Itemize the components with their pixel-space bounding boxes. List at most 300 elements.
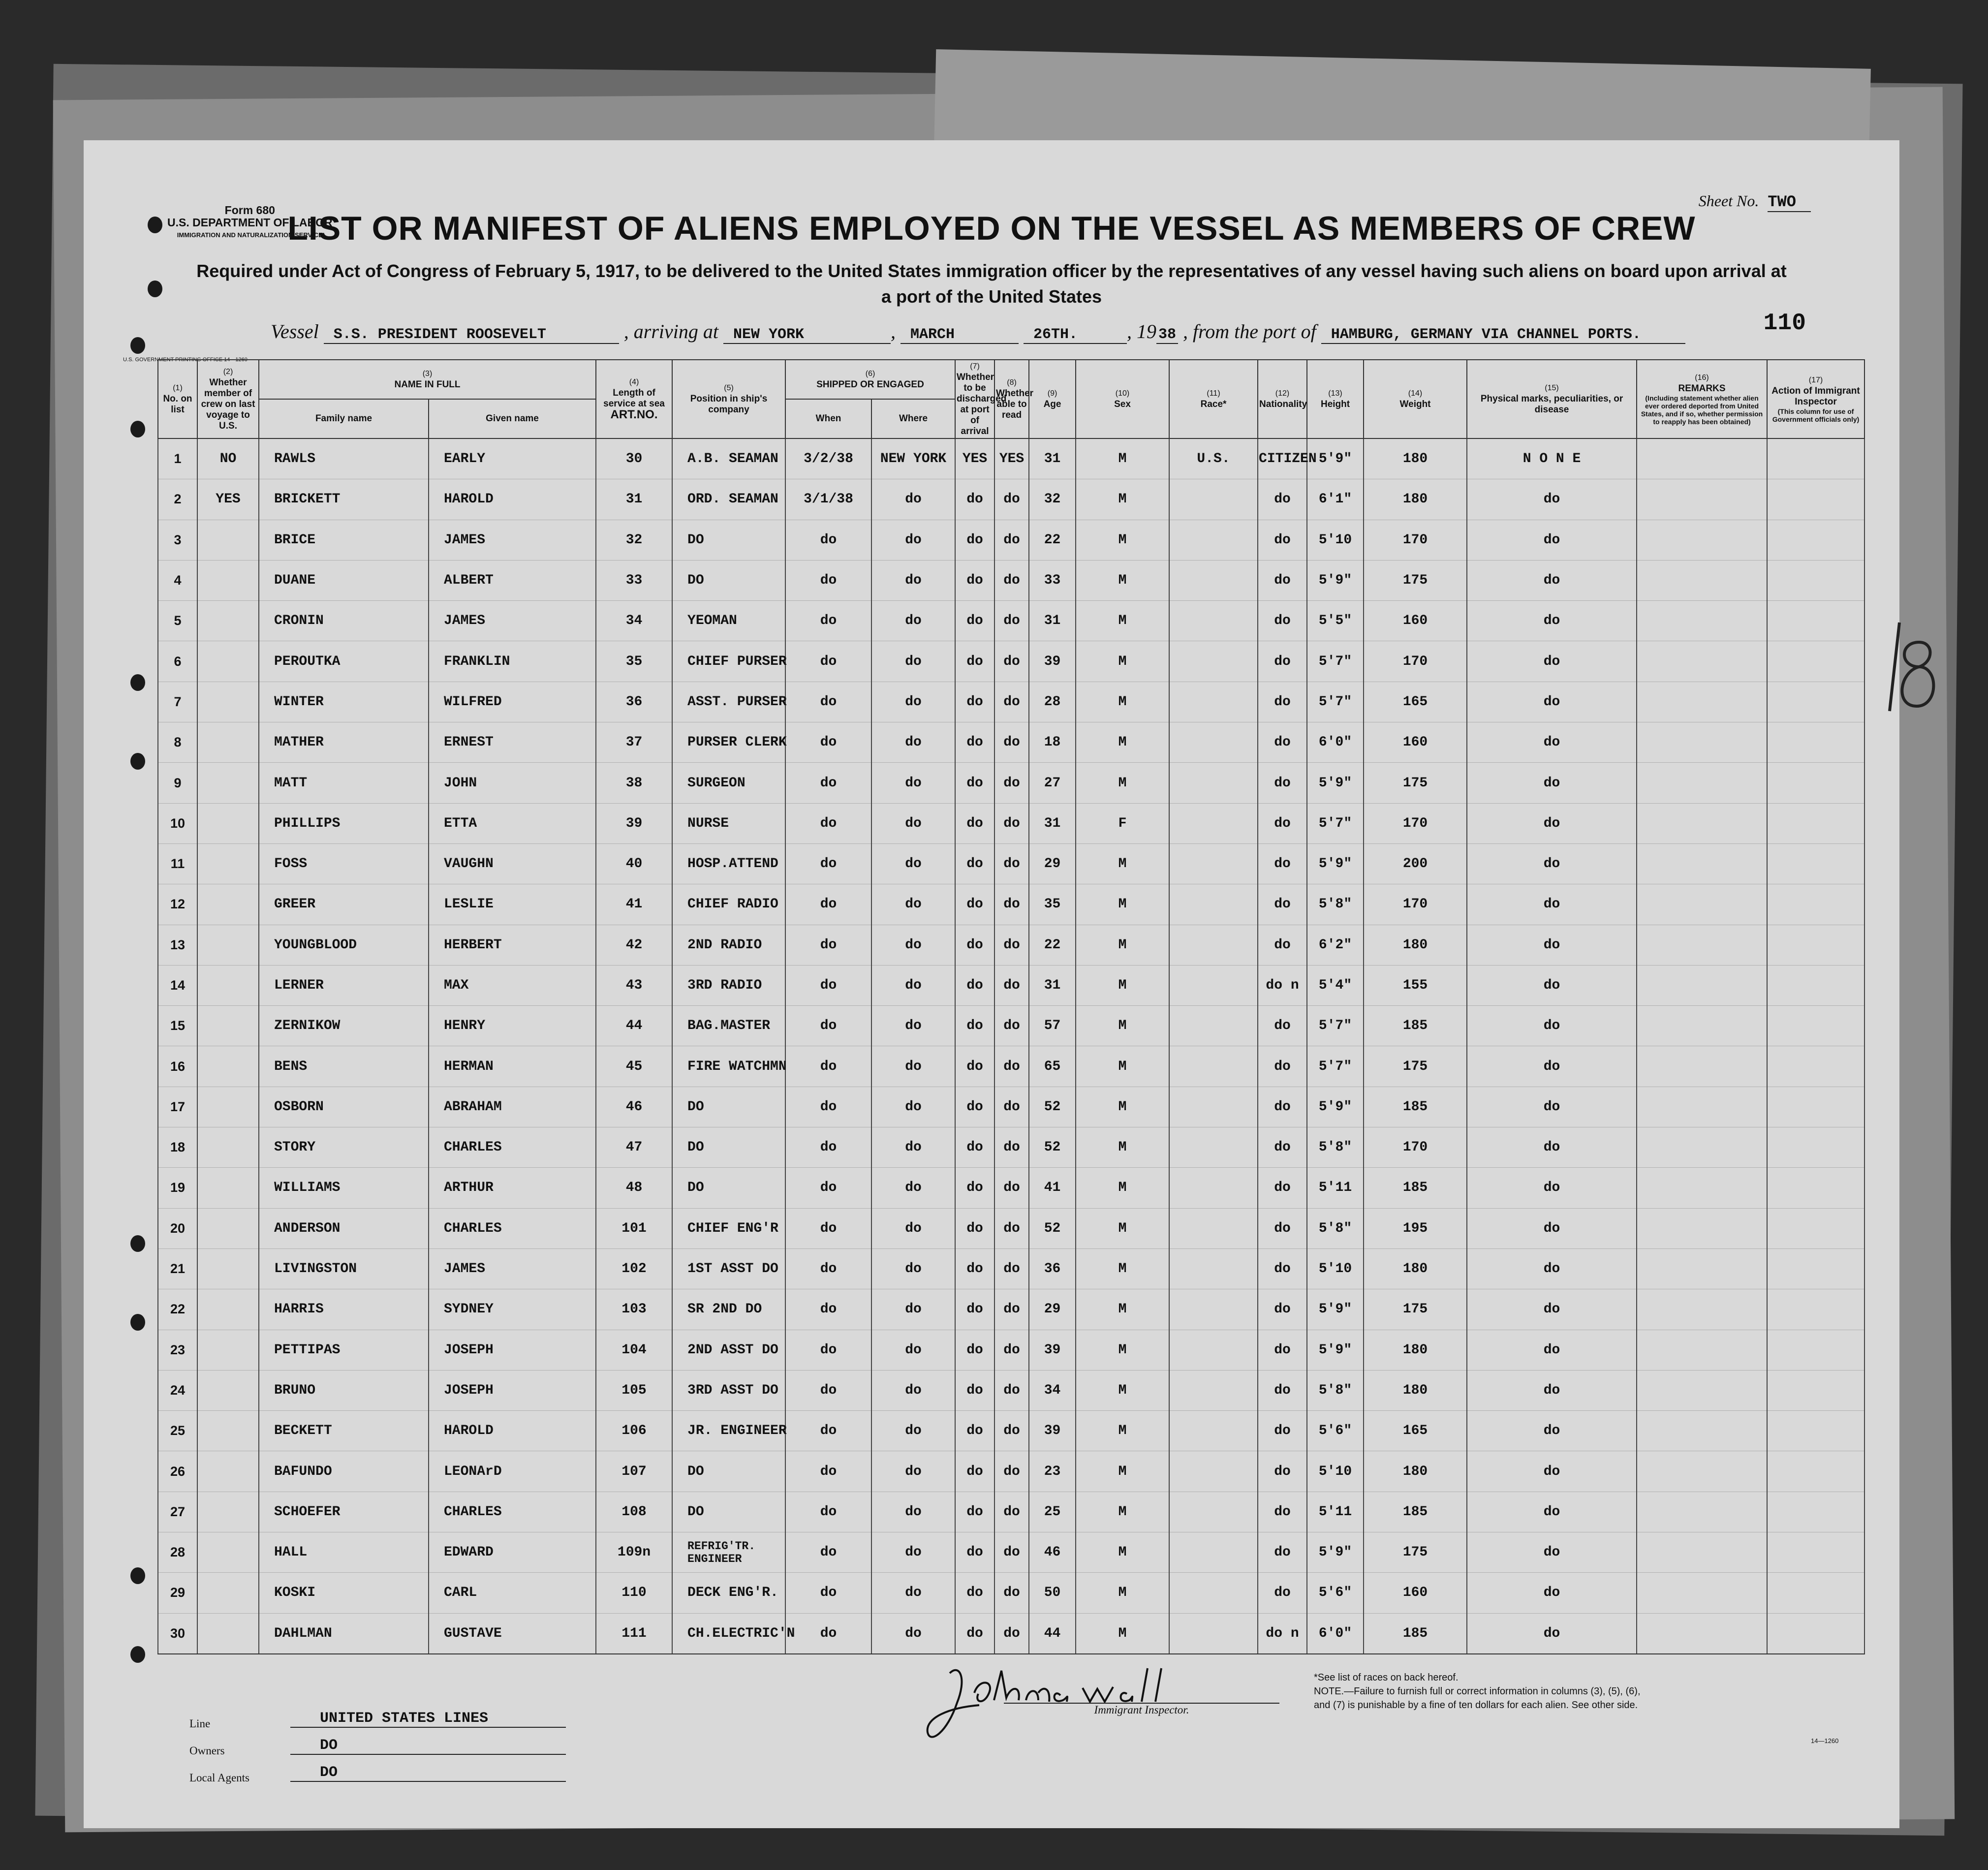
height-cell: 5'7": [1307, 803, 1364, 843]
table-row: [158, 843, 1864, 884]
physical-marks-cell: do: [1467, 641, 1637, 682]
prev-voyage-cell: [197, 1127, 259, 1168]
sex-cell: M: [1076, 1370, 1169, 1410]
shipped-where-cell: do: [871, 1006, 955, 1046]
prev-voyage-cell: [197, 1370, 259, 1410]
age-cell: 32: [1029, 479, 1076, 520]
height-cell: 5'7": [1307, 641, 1364, 682]
shipped-where-cell: do: [871, 641, 955, 682]
binder-hole-icon: [130, 1646, 145, 1663]
race-cell: [1169, 1248, 1258, 1289]
race-cell: [1169, 1168, 1258, 1208]
sex-cell: M: [1076, 925, 1169, 965]
age-cell: 57: [1029, 1006, 1076, 1046]
race-cell: [1169, 843, 1258, 884]
shipped-when-cell: do: [785, 843, 871, 884]
table-row: [158, 560, 1864, 600]
shipped-where-cell: do: [871, 1127, 955, 1168]
discharged-cell: do: [955, 1532, 994, 1573]
col-remarks-header: (16) REMARKS (Including statement whether alien ever ordered deported from United States, and if so, whether permission to reapply has been obtained): [1637, 360, 1767, 438]
position-cell: DO: [672, 1492, 785, 1532]
age-cell: 31: [1029, 965, 1076, 1005]
height-cell: 5'10: [1307, 520, 1364, 560]
nationality-cell: do: [1258, 641, 1307, 682]
able-to-read-cell: do: [994, 1127, 1029, 1168]
table-row: [158, 1208, 1864, 1248]
weight-cell: 170: [1364, 884, 1467, 925]
able-to-read-cell: do: [994, 479, 1029, 520]
discharged-cell: do: [955, 843, 994, 884]
given-name-cell: JAMES: [429, 1248, 596, 1289]
shipped-when-cell: do: [785, 1208, 871, 1248]
physical-marks-cell: do: [1467, 479, 1637, 520]
row-number: 7: [158, 682, 197, 722]
row-number: 28: [158, 1532, 197, 1573]
family-name-cell: SCHOEFER: [259, 1492, 429, 1532]
handwritten-margin-mark: [1880, 613, 1939, 721]
physical-marks-cell: do: [1467, 1006, 1637, 1046]
able-to-read-cell: do: [994, 1087, 1029, 1127]
col-read-header: (8) Whether able to read: [994, 360, 1029, 438]
action-cell: [1767, 641, 1864, 682]
races-note: *See list of races on back hereof.: [1314, 1672, 1459, 1683]
physical-marks-cell: do: [1467, 601, 1637, 641]
given-name-cell: JOHN: [429, 763, 596, 803]
family-name-cell: STORY: [259, 1127, 429, 1168]
age-cell: 31: [1029, 601, 1076, 641]
remarks-cell: [1637, 1289, 1767, 1330]
action-cell: [1767, 479, 1864, 520]
shipped-when-cell: do: [785, 1168, 871, 1208]
race-cell: [1169, 1006, 1258, 1046]
action-cell: [1767, 1330, 1864, 1370]
family-name-cell: PHILLIPS: [259, 803, 429, 843]
height-cell: 5'8": [1307, 1127, 1364, 1168]
given-name-cell: GUSTAVE: [429, 1613, 596, 1654]
discharged-cell: do: [955, 1046, 994, 1087]
remarks-cell: [1637, 763, 1767, 803]
race-cell: [1169, 560, 1258, 600]
remarks-cell: [1637, 1532, 1767, 1573]
height-cell: 5'7": [1307, 1046, 1364, 1087]
sex-cell: M: [1076, 520, 1169, 560]
physical-marks-cell: do: [1467, 1330, 1637, 1370]
col-marks-header: (15) Physical marks, peculiarities, or disease: [1467, 360, 1637, 438]
form-number: Form 680: [224, 204, 275, 217]
row-number: 10: [158, 803, 197, 843]
height-cell: 5'11: [1307, 1168, 1364, 1208]
given-name-cell: ETTA: [429, 803, 596, 843]
action-cell: [1767, 763, 1864, 803]
physical-marks-cell: do: [1467, 965, 1637, 1005]
table-row: [158, 1006, 1864, 1046]
position-cell: REFRIG'TR. ENGINEER: [672, 1532, 785, 1573]
family-name-cell: ZERNIKOW: [259, 1006, 429, 1046]
sex-cell: M: [1076, 884, 1169, 925]
physical-marks-cell: do: [1467, 1046, 1637, 1087]
given-name-cell: JAMES: [429, 520, 596, 560]
nationality-cell: do: [1258, 682, 1307, 722]
discharged-cell: do: [955, 1492, 994, 1532]
age-cell: 52: [1029, 1208, 1076, 1248]
shipped-when-cell: do: [785, 601, 871, 641]
prev-voyage-cell: [197, 560, 259, 600]
nationality-cell: do: [1258, 1208, 1307, 1248]
prev-voyage-cell: [197, 965, 259, 1005]
from-label: , from the port of: [1183, 320, 1316, 343]
action-cell: [1767, 1370, 1864, 1410]
remarks-cell: [1637, 803, 1767, 843]
arrival-day: 26TH.: [1024, 326, 1127, 344]
age-cell: 46: [1029, 1532, 1076, 1573]
family-name-cell: PETTIPAS: [259, 1330, 429, 1370]
col-discharged-header: (7) Whether to be discharged at port of arrival: [955, 360, 994, 438]
weight-cell: 170: [1364, 520, 1467, 560]
position-cell: NURSE: [672, 803, 785, 843]
row-number: 1: [158, 438, 197, 479]
position-cell: CHIEF ENG'R: [672, 1208, 785, 1248]
position-cell: DO: [672, 520, 785, 560]
row-number: 30: [158, 1613, 197, 1654]
given-name-cell: ERNEST: [429, 722, 596, 763]
height-cell: 5'5": [1307, 601, 1364, 641]
table-row: [158, 884, 1864, 925]
able-to-read-cell: do: [994, 1573, 1029, 1613]
shipped-where-cell: do: [871, 763, 955, 803]
shipped-where-cell: do: [871, 1208, 955, 1248]
position-cell: 3RD RADIO: [672, 965, 785, 1005]
shipped-where-cell: do: [871, 1532, 955, 1573]
family-name-cell: WINTER: [259, 682, 429, 722]
race-cell: [1169, 1492, 1258, 1532]
row-number: 11: [158, 843, 197, 884]
nationality-cell: do: [1258, 1451, 1307, 1492]
given-name-cell: CHARLES: [429, 1127, 596, 1168]
row-number: 2: [158, 479, 197, 520]
height-cell: 5'9": [1307, 1330, 1364, 1370]
service-name: IMMIGRATION AND NATURALIZATION SERVICE: [177, 231, 323, 239]
remarks-cell: [1637, 1330, 1767, 1370]
age-cell: 52: [1029, 1127, 1076, 1168]
weight-cell: 200: [1364, 843, 1467, 884]
sex-cell: M: [1076, 1087, 1169, 1127]
shipped-where-cell: do: [871, 682, 955, 722]
shipped-where-cell: do: [871, 1573, 955, 1613]
family-name-cell: RAWLS: [259, 438, 429, 479]
family-name-cell: DUANE: [259, 560, 429, 600]
physical-marks-cell: do: [1467, 1248, 1637, 1289]
age-cell: 18: [1029, 722, 1076, 763]
art-number-cell: 101: [596, 1208, 672, 1248]
height-cell: 5'7": [1307, 1006, 1364, 1046]
table-row: [158, 1087, 1864, 1127]
prev-voyage-cell: [197, 682, 259, 722]
given-name-cell: EDWARD: [429, 1532, 596, 1573]
binder-hole-icon: [130, 421, 145, 437]
table-row: [158, 601, 1864, 641]
nationality-cell: do: [1258, 601, 1307, 641]
height-cell: 5'7": [1307, 682, 1364, 722]
given-name-cell: MAX: [429, 965, 596, 1005]
remarks-cell: [1637, 884, 1767, 925]
discharged-cell: do: [955, 1370, 994, 1410]
art-number-cell: 107: [596, 1451, 672, 1492]
family-name-cell: YOUNGBLOOD: [259, 925, 429, 965]
remarks-cell: [1637, 1411, 1767, 1451]
physical-marks-cell: do: [1467, 1370, 1637, 1410]
row-number: 19: [158, 1168, 197, 1208]
col-given-name-header: Given name: [429, 399, 596, 438]
family-name-cell: PEROUTKA: [259, 641, 429, 682]
physical-marks-cell: do: [1467, 682, 1637, 722]
given-name-cell: HERMAN: [429, 1046, 596, 1087]
shipped-where-cell: do: [871, 479, 955, 520]
nationality-cell: do: [1258, 1248, 1307, 1289]
physical-marks-cell: do: [1467, 1208, 1637, 1248]
able-to-read-cell: do: [994, 843, 1029, 884]
weight-cell: 170: [1364, 803, 1467, 843]
age-cell: 25: [1029, 1492, 1076, 1532]
height-cell: 5'4": [1307, 965, 1364, 1005]
family-name-cell: MATT: [259, 763, 429, 803]
height-cell: 5'9": [1307, 438, 1364, 479]
binder-hole-icon: [130, 753, 145, 770]
height-cell: 5'9": [1307, 1087, 1364, 1127]
height-cell: 5'9": [1307, 1289, 1364, 1330]
table-row: [158, 925, 1864, 965]
prev-voyage-cell: [197, 763, 259, 803]
action-cell: [1767, 560, 1864, 600]
height-cell: 5'9": [1307, 1532, 1364, 1573]
family-name-cell: MATHER: [259, 722, 429, 763]
shipped-where-cell: do: [871, 965, 955, 1005]
sex-cell: M: [1076, 1208, 1169, 1248]
age-cell: 44: [1029, 1613, 1076, 1654]
age-cell: 41: [1029, 1168, 1076, 1208]
action-cell: [1767, 1087, 1864, 1127]
shipped-where-cell: do: [871, 1492, 955, 1532]
age-cell: 27: [1029, 763, 1076, 803]
art-number-cell: 31: [596, 479, 672, 520]
art-number-cell: 33: [596, 560, 672, 600]
action-cell: [1767, 1046, 1864, 1087]
weight-cell: 180: [1364, 1330, 1467, 1370]
height-cell: 5'9": [1307, 560, 1364, 600]
shipped-when-cell: do: [785, 520, 871, 560]
shipped-where-cell: do: [871, 803, 955, 843]
table-row: [158, 965, 1864, 1005]
shipped-when-cell: do: [785, 763, 871, 803]
age-cell: 22: [1029, 520, 1076, 560]
given-name-cell: ABRAHAM: [429, 1087, 596, 1127]
position-cell: DO: [672, 560, 785, 600]
remarks-cell: [1637, 965, 1767, 1005]
department-name: U.S. DEPARTMENT OF LABOR: [167, 216, 333, 229]
table-row: [158, 803, 1864, 843]
race-cell: [1169, 641, 1258, 682]
col-when-header: When: [785, 399, 871, 438]
remarks-cell: [1637, 1573, 1767, 1613]
shipped-where-cell: do: [871, 1451, 955, 1492]
art-number-cell: 106: [596, 1411, 672, 1451]
race-cell: [1169, 763, 1258, 803]
given-name-cell: LEONArD: [429, 1451, 596, 1492]
col-action-header: (17) Action of Immigrant Inspector (This column for use of Government officials only): [1767, 360, 1864, 438]
col-race-header: (11) Race*: [1169, 360, 1258, 438]
action-cell: [1767, 1411, 1864, 1451]
race-cell: [1169, 1451, 1258, 1492]
weight-cell: 185: [1364, 1492, 1467, 1532]
discharged-cell: do: [955, 1006, 994, 1046]
nationality-cell: do: [1258, 843, 1307, 884]
table-row: [158, 520, 1864, 560]
age-cell: 50: [1029, 1573, 1076, 1613]
able-to-read-cell: do: [994, 520, 1029, 560]
nationality-cell: do: [1258, 763, 1307, 803]
art-number-cell: 103: [596, 1289, 672, 1330]
sex-cell: M: [1076, 1168, 1169, 1208]
row-number: 9: [158, 763, 197, 803]
sex-cell: M: [1076, 1330, 1169, 1370]
table-row: [158, 641, 1864, 682]
nationality-cell: do n: [1258, 1613, 1307, 1654]
row-number: 12: [158, 884, 197, 925]
nationality-cell: do: [1258, 1087, 1307, 1127]
action-cell: [1767, 803, 1864, 843]
shipped-when-cell: do: [785, 1127, 871, 1168]
sex-cell: M: [1076, 560, 1169, 600]
race-cell: [1169, 1411, 1258, 1451]
row-number: 23: [158, 1330, 197, 1370]
row-number: 15: [158, 1006, 197, 1046]
prev-voyage-cell: [197, 925, 259, 965]
art-number-cell: 42: [596, 925, 672, 965]
able-to-read-cell: do: [994, 965, 1029, 1005]
action-cell: [1767, 1006, 1864, 1046]
line-label: Line: [189, 1717, 211, 1730]
weight-cell: 180: [1364, 1248, 1467, 1289]
footer-note: [1314, 1671, 1658, 1712]
race-cell: [1169, 1330, 1258, 1370]
binder-hole-icon: [130, 1314, 145, 1331]
position-cell: 3RD ASST DO: [672, 1370, 785, 1410]
physical-marks-cell: do: [1467, 722, 1637, 763]
family-name-cell: BENS: [259, 1046, 429, 1087]
shipped-when-cell: do: [785, 1330, 871, 1370]
physical-marks-cell: do: [1467, 843, 1637, 884]
race-cell: [1169, 803, 1258, 843]
given-name-cell: WILFRED: [429, 682, 596, 722]
action-cell: [1767, 965, 1864, 1005]
art-number-cell: 102: [596, 1248, 672, 1289]
document-subtitle: Required under Act of Congress of February 5, 1917, to be delivered to the United States immigration officer by the representatives of any vessel having such aliens on board upon arrival at a port of the United States: [196, 261, 1787, 307]
prev-voyage-cell: [197, 1492, 259, 1532]
nationality-cell: do: [1258, 479, 1307, 520]
sex-cell: M: [1076, 1573, 1169, 1613]
physical-marks-cell: do: [1467, 1168, 1637, 1208]
position-cell: ORD. SEAMAN: [672, 479, 785, 520]
row-number: 18: [158, 1127, 197, 1168]
able-to-read-cell: do: [994, 682, 1029, 722]
col-prev-voyage-header: (2) Whether member of crew on last voyage to U.S.: [197, 360, 259, 438]
art-number-cell: 35: [596, 641, 672, 682]
age-cell: 36: [1029, 1248, 1076, 1289]
height-cell: 5'6": [1307, 1411, 1364, 1451]
age-cell: 31: [1029, 438, 1076, 479]
year-prefix: 19: [1137, 320, 1156, 343]
col-family-name-header: Family name: [259, 399, 429, 438]
discharged-cell: do: [955, 1330, 994, 1370]
given-name-cell: JOSEPH: [429, 1370, 596, 1410]
position-cell: DO: [672, 1127, 785, 1168]
shipped-when-cell: do: [785, 925, 871, 965]
art-number-cell: 37: [596, 722, 672, 763]
discharged-cell: do: [955, 682, 994, 722]
prev-voyage-cell: [197, 722, 259, 763]
discharged-cell: do: [955, 925, 994, 965]
weight-cell: 160: [1364, 722, 1467, 763]
family-name-cell: OSBORN: [259, 1087, 429, 1127]
art-number-cell: 105: [596, 1370, 672, 1410]
prev-voyage-cell: NO: [197, 438, 259, 479]
weight-cell: 180: [1364, 438, 1467, 479]
owners-label: Owners: [189, 1745, 225, 1757]
art-number-cell: 108: [596, 1492, 672, 1532]
shipped-when-cell: do: [785, 1613, 871, 1654]
height-cell: 6'1": [1307, 479, 1364, 520]
physical-marks-cell: do: [1467, 520, 1637, 560]
weight-cell: 185: [1364, 1613, 1467, 1654]
shipped-when-cell: do: [785, 965, 871, 1005]
row-number: 24: [158, 1370, 197, 1410]
position-cell: FIRE WATCHMN: [672, 1046, 785, 1087]
sex-cell: M: [1076, 843, 1169, 884]
weight-cell: 185: [1364, 1006, 1467, 1046]
table-row: [158, 763, 1864, 803]
art-number-cell: 36: [596, 682, 672, 722]
remarks-cell: [1637, 1087, 1767, 1127]
family-name-cell: BRUNO: [259, 1370, 429, 1410]
agents-value: DO: [290, 1764, 566, 1782]
sheet-number: [1699, 192, 1811, 211]
family-name-cell: BRICKETT: [259, 479, 429, 520]
shipped-when-cell: do: [785, 1492, 871, 1532]
prev-voyage-cell: [197, 641, 259, 682]
sex-cell: M: [1076, 479, 1169, 520]
prev-voyage-cell: [197, 884, 259, 925]
sex-cell: M: [1076, 1127, 1169, 1168]
discharged-cell: do: [955, 479, 994, 520]
race-cell: [1169, 1208, 1258, 1248]
physical-marks-cell: do: [1467, 803, 1637, 843]
shipped-where-cell: do: [871, 1330, 955, 1370]
prev-voyage-cell: [197, 843, 259, 884]
arrival-port: NEW YORK: [723, 326, 891, 344]
race-cell: [1169, 1289, 1258, 1330]
table-row: [158, 1532, 1864, 1573]
table-row: [158, 1330, 1864, 1370]
shipped-where-cell: do: [871, 1168, 955, 1208]
table-row: [158, 1046, 1864, 1087]
nationality-cell: do: [1258, 1289, 1307, 1330]
given-name-cell: HERBERT: [429, 925, 596, 965]
discharged-cell: do: [955, 884, 994, 925]
sex-cell: M: [1076, 1411, 1169, 1451]
action-cell: [1767, 1492, 1864, 1532]
table-row: [158, 1248, 1864, 1289]
shipped-where-cell: do: [871, 1087, 955, 1127]
discharged-cell: do: [955, 1087, 994, 1127]
